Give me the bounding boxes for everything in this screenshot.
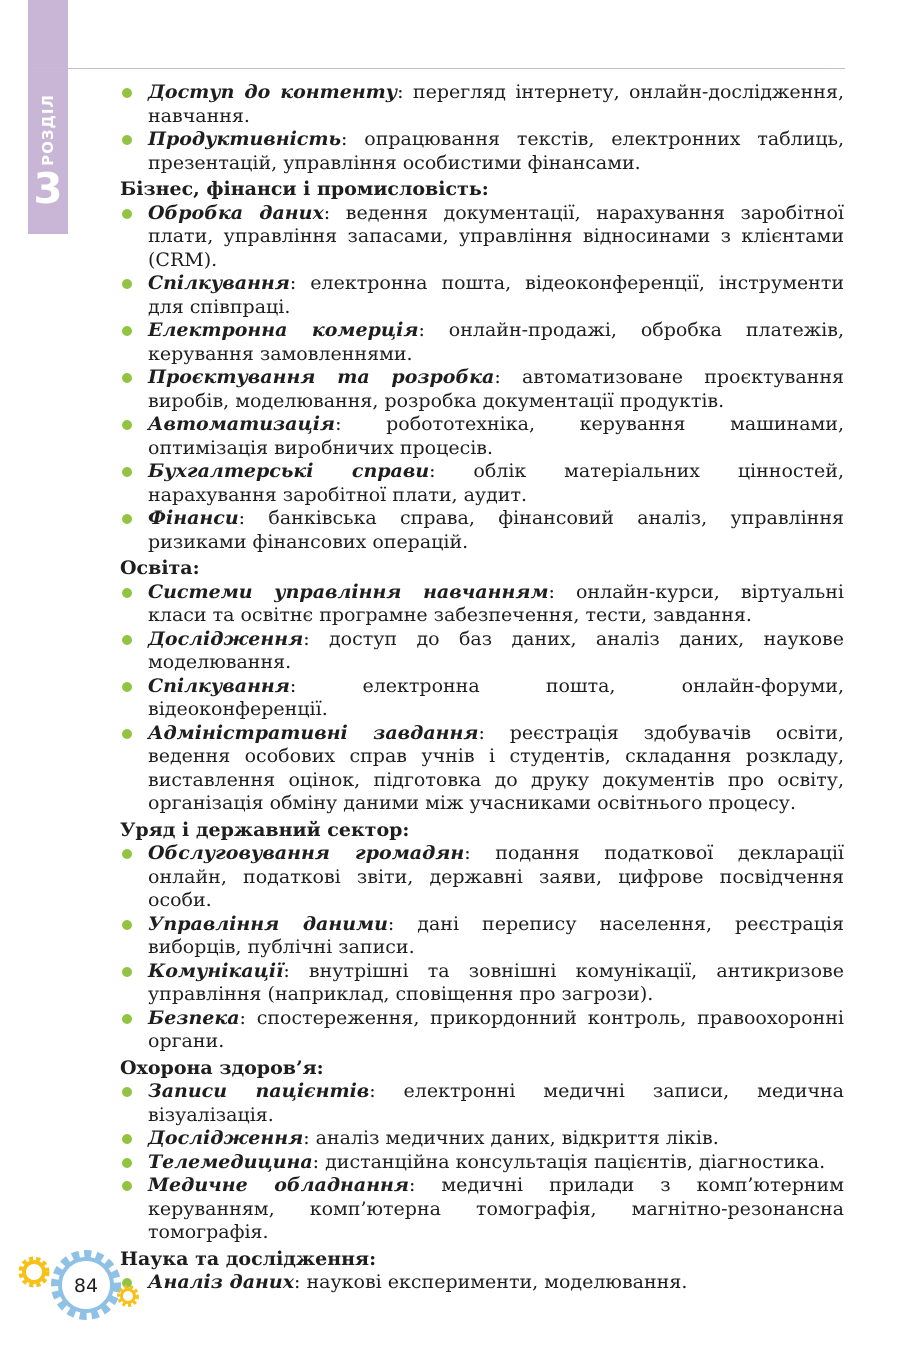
list-item: Дослідження: аналіз медичних даних, відкриття ліків. [120, 1127, 844, 1151]
list-item: Доступ до контенту: перегляд інтернету, онлайн-дослідження, навчання. [120, 81, 844, 128]
list-item: Автоматизація: робототехніка, керування машинами, оптимізація виробничих процесів. [120, 413, 844, 460]
page-number: 84 [73, 1275, 99, 1297]
list-item: Бухгалтерські справи: облік матеріальних цінностей, нарахування заробітної плати, аудит. [120, 460, 844, 507]
chapter-number: 3 [33, 164, 63, 213]
list-item: Проєктування та розробка: автоматизоване проєктування виробів, моделювання, розробка документації продуктів. [120, 366, 844, 413]
list-item: Управління даними: дані перепису населення, реєстрація виборців, публічні записи. [120, 913, 844, 960]
section-heading: Освіта: [120, 557, 200, 579]
page-content [120, 81, 844, 1295]
gear-icon [21, 1259, 47, 1285]
section-list [120, 1080, 844, 1245]
section-list [120, 842, 844, 1054]
list-item: Аналіз даних: наукові експерименти, моделювання. [120, 1271, 844, 1295]
list-item: Адміністративні завдання: реєстрація здобувачів освіти, ведення особових справ учнів і студентів, складання розкладу, виставлення оцінок, підготовка до друку документів про освіту, організація обміну даними між учасниками освітнього процесу. [120, 722, 844, 816]
section-list [120, 202, 844, 555]
list-item: Безпека: спостереження, прикордонний контроль, правоохоронні органи. [120, 1007, 844, 1054]
section-heading: Уряд і державний сектор: [120, 818, 410, 841]
intro-list [120, 81, 844, 175]
section-list [120, 581, 844, 816]
list-item: Медичне обладнання: медичні прилади з комп’ютерним керуванням, комп’ютерна томографія, магнітно-резонансна томографія. [120, 1174, 844, 1245]
list-item: Спілкування: електронна пошта, відеоконференції, інструменти для співпраці. [120, 272, 844, 319]
list-item: Спілкування: електронна пошта, онлайн-форуми, відеоконференції. [120, 675, 844, 722]
chapter-label: РОЗДІЛ [39, 94, 57, 166]
chapter-side-tab [28, 0, 68, 234]
header-divider [28, 68, 845, 69]
section-list [120, 1271, 844, 1295]
list-item: Обслуговування громадян: подання податкової декларації онлайн, податкові звіти, державні заяви, цифрове посвідчення особи. [120, 842, 844, 913]
list-item: Електронна комерція: онлайн-продажі, обробка платежів, керування замовленнями. [120, 319, 844, 366]
list-item: Фінанси: банківська справа, фінансовий аналіз, управління ризиками фінансових операцій. [120, 507, 844, 554]
list-item: Телемедицина: дистанційна консультація пацієнтів, діагностика. [120, 1151, 844, 1175]
list-item: Записи пацієнтів: електронні медичні записи, медична візуалізація. [120, 1080, 844, 1127]
list-item: Системи управління навчанням: онлайн-курси, віртуальні класи та освітнє програмне забезпечення, тести, завдання. [120, 581, 844, 628]
list-item: Дослідження: доступ до баз даних, аналіз даних, наукове моделювання. [120, 628, 844, 675]
list-item: Комунікації: внутрішні та зовнішні комунікації, антикризове управління (наприклад, сповіщення про загрози). [120, 960, 844, 1007]
section-heading: Охорона здоров’я: [120, 1056, 324, 1079]
section-heading: Наука та дослідження: [120, 1247, 377, 1270]
section-heading: Бізнес, фінанси і промисловість: [120, 178, 489, 200]
list-item: Обробка даних: ведення документації, нарахування заробітної плати, управління запасами, управління відносинами з клієнтами (CRM). [120, 202, 844, 273]
gear-icon [119, 1287, 137, 1305]
list-item: Продуктивність: опрацювання текстів, електронних таблиць, презентацій, управління особистими фінансами. [120, 128, 844, 175]
